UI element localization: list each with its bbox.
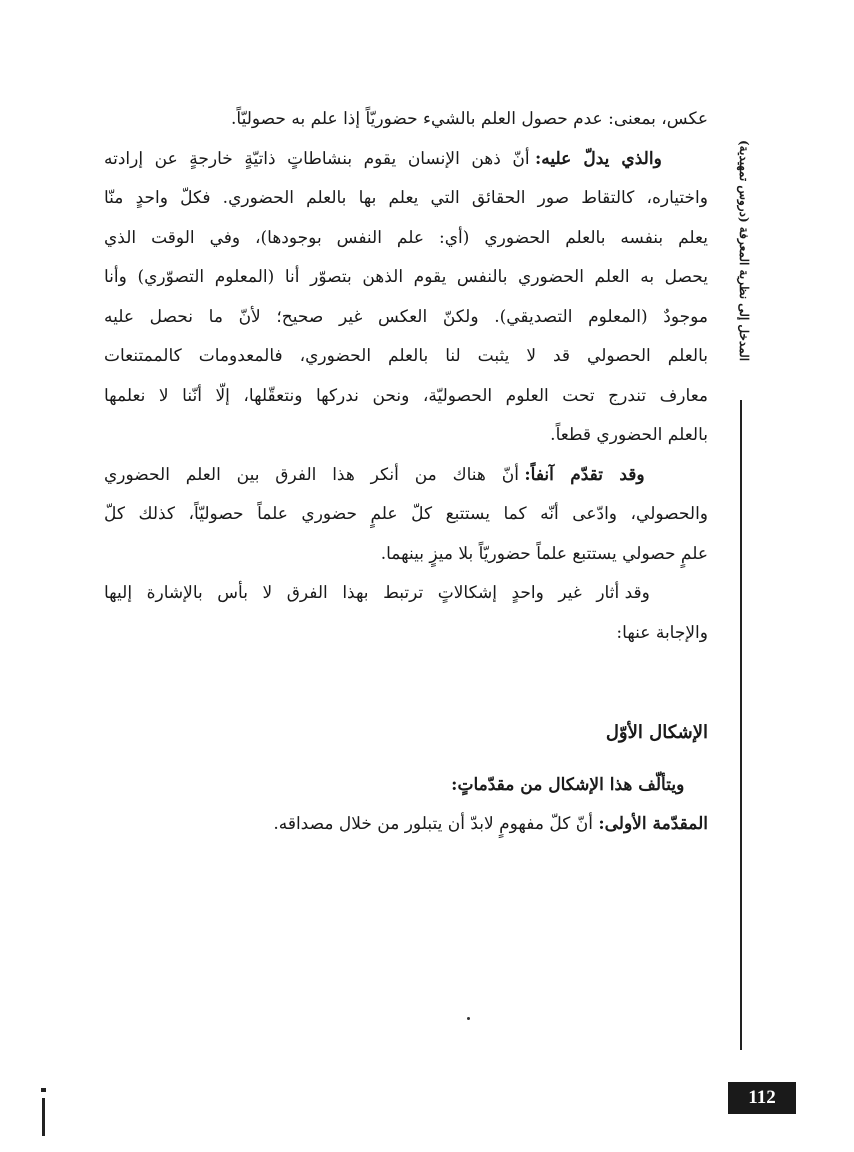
paragraph-2-line-3: يعلم بنفسه بالعلم الحضوري (أي: علم النفس بوجودها)، وفي الوقت الذي — [104, 227, 708, 248]
section-gap — [104, 653, 708, 713]
section-heading: الإشكال الأوّل — [605, 722, 708, 743]
body-text — [104, 100, 708, 845]
paragraph-4-line-2: والإجابة عنها: — [616, 622, 708, 643]
paragraph-2-lead: والذي يدلّ عليه: — [535, 148, 662, 169]
paragraph-2-line-1: والذي يدلّ عليه: أنّ ذهن الإنسان يقوم بنشاطاتٍ ذاتيّةٍ خارجةٍ عن إرادته — [104, 148, 662, 169]
paragraph-2-line-4: يحصل به العلم الحضوري بالنفس يقوم الذهن بتصوّر أنا (المعلوم التصوّري) وأنا — [104, 267, 708, 287]
page-number: 112 — [728, 1082, 796, 1114]
edge-mark-dot — [41, 1088, 46, 1092]
paragraph-3-line-1: وقد تقدّم آنفاً: أنّ هناك من أنكر هذا الفرق بين العلم الحضوري — [104, 464, 645, 485]
paragraph-2-line-6: بالعلم الحصولي قد لا يثبت لنا بالعلم الحضوري، فالمعدومات كالممتنعات — [104, 346, 708, 366]
stray-dot — [467, 1017, 470, 1020]
paragraph-2-line-7: معارف تندرج تحت العلوم الحصوليّة، ونحن ندركها ونتعقّلها، إلّا أنّنا لا نعلمها — [104, 385, 708, 406]
paragraph-2-line-5: موجودٌ (المعلوم التصديقي). ولكنّ العكس غير صحيح؛ لأنّ ما نحصل عليه — [104, 306, 708, 327]
paragraph-2-line-2: واختياره، كالتقاط صور الحقائق التي يعلم بها بالعلم الحضوري. فكلّ واحدٍ منّا — [104, 188, 708, 208]
paragraph-3-line-3: علمٍ حصولي يستتبع علماً حضوريّاً بلا ميزٍ بينهما. — [380, 543, 708, 564]
premise-one — [104, 805, 708, 845]
margin-rule — [740, 400, 742, 1050]
paragraph-2-line-8: بالعلم الحضوري قطعاً. — [550, 425, 708, 445]
premise-text: أنّ كلّ مفهومٍ لابدّ أن يتبلور من خلال مصداقه. — [273, 814, 599, 834]
running-head: المدخل إلى نظرية المعرفة (دروس تمهيدية) — [737, 140, 751, 362]
premise-lead: المقدّمة الأولى: — [598, 814, 708, 834]
paragraph-3-line-2: والحصولي، وادّعى أنّه كما يستتبع كلّ علمٍ حضوري علماً حصوليّاً، كذلك كلّ — [104, 504, 708, 524]
paragraph-1: عكس، بمعنى: عدم حصول العلم بالشيء حضوريّاً إذا علم به حصوليّاً. — [231, 109, 708, 129]
section-subheading: ويتألّف هذا الإشكال من مقدّماتٍ: — [451, 774, 685, 795]
paragraph-3-lead: وقد تقدّم آنفاً: — [524, 464, 645, 485]
paragraph-4-line-1: وقد أثار غير واحدٍ إشكالاتٍ ترتبط بهذا الفرق لا بأس بالإشارة إليها — [104, 583, 650, 603]
edge-mark — [42, 1098, 45, 1136]
